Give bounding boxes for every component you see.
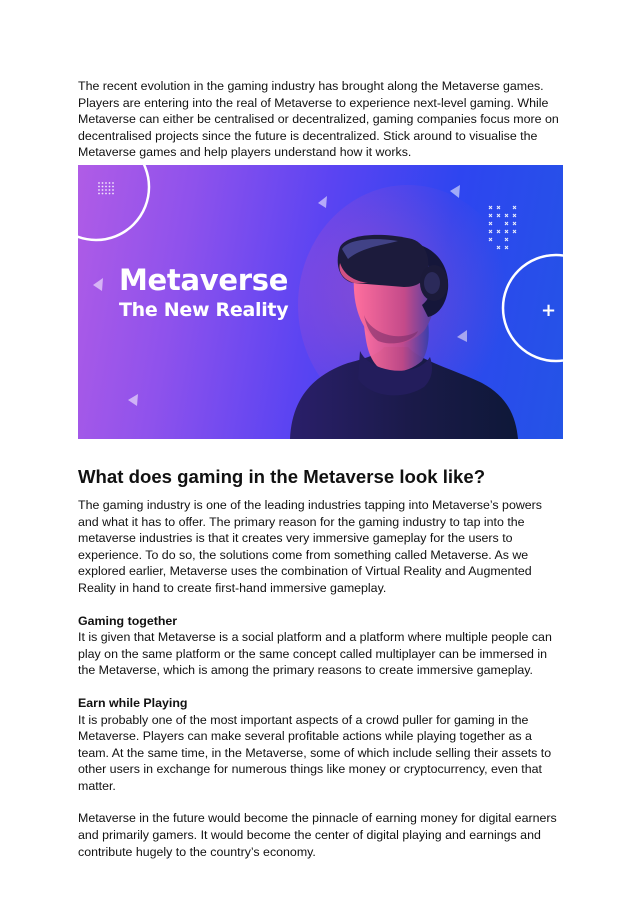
section-paragraph: The gaming industry is one of the leading industries tapping into Metaverse’s powers and what it has to offer. The primary reason for the gaming industry to tap into the metaverse industries is that it creates very immersive gameplay for the users to experience. To do so, the solutions come from something called Metaverse. As we explored earlier, Metaverse uses the combination of Virtual Reality and Augmented Reality in hand to create first-hand immersive gameplay. xyxy=(78,497,542,595)
spacer xyxy=(78,597,563,613)
section-heading: What does gaming in the Metaverse look like? xyxy=(78,465,486,487)
spacer xyxy=(78,794,563,810)
banner-title: Metaverse xyxy=(119,262,289,297)
document-content xyxy=(78,78,563,860)
decor-ring-top-left xyxy=(78,165,149,240)
intro-paragraph: The recent evolution in the gaming industry has brought along the Metaverse games. Players are entering into the real of Metaverse to experience next-level gaming. While Metaverse can either be centralised or decentralized, gaming companies focus more on decentralised projects since the future is decentralized. Stick around to visualise the Metaverse games and help players understand how it works. xyxy=(78,79,559,160)
subsection-heading-gaming-together: Gaming together xyxy=(78,613,178,628)
closing-paragraph: Metaverse in the future would become the pinnacle of earning money for digital earners and primarily gamers. It would become the center of digital playing and earnings and contribute hugely to the country’s economy. xyxy=(78,811,557,859)
subsection-body-gaming-together: It is given that Metaverse is a social platform and a platform where multiple people can play on the same platform or the same concept called multiplayer can be immersed in the Metaverse, which is among the primary reasons to create immersive gameplay. xyxy=(78,630,552,678)
metaverse-banner-image xyxy=(78,165,563,439)
decor-dot-grid xyxy=(98,182,114,194)
vr-person-illustration xyxy=(290,185,518,439)
subsection-body-earn-while-playing: It is probably one of the most important aspects of a crowd puller for gaming in the Metaverse. Players can make several profitable actions while playing together as a team. At the same time, in the Metaverse, some of which include selling their assets to other users in exchange for numerous things like money or cryptocurrency, even that matter. xyxy=(78,712,552,793)
subsection-heading-earn-while-playing: Earn while Playing xyxy=(78,695,188,710)
plus-icon: + xyxy=(541,299,557,321)
banner-subtitle: The New Reality xyxy=(119,298,289,321)
spacer xyxy=(78,679,563,695)
